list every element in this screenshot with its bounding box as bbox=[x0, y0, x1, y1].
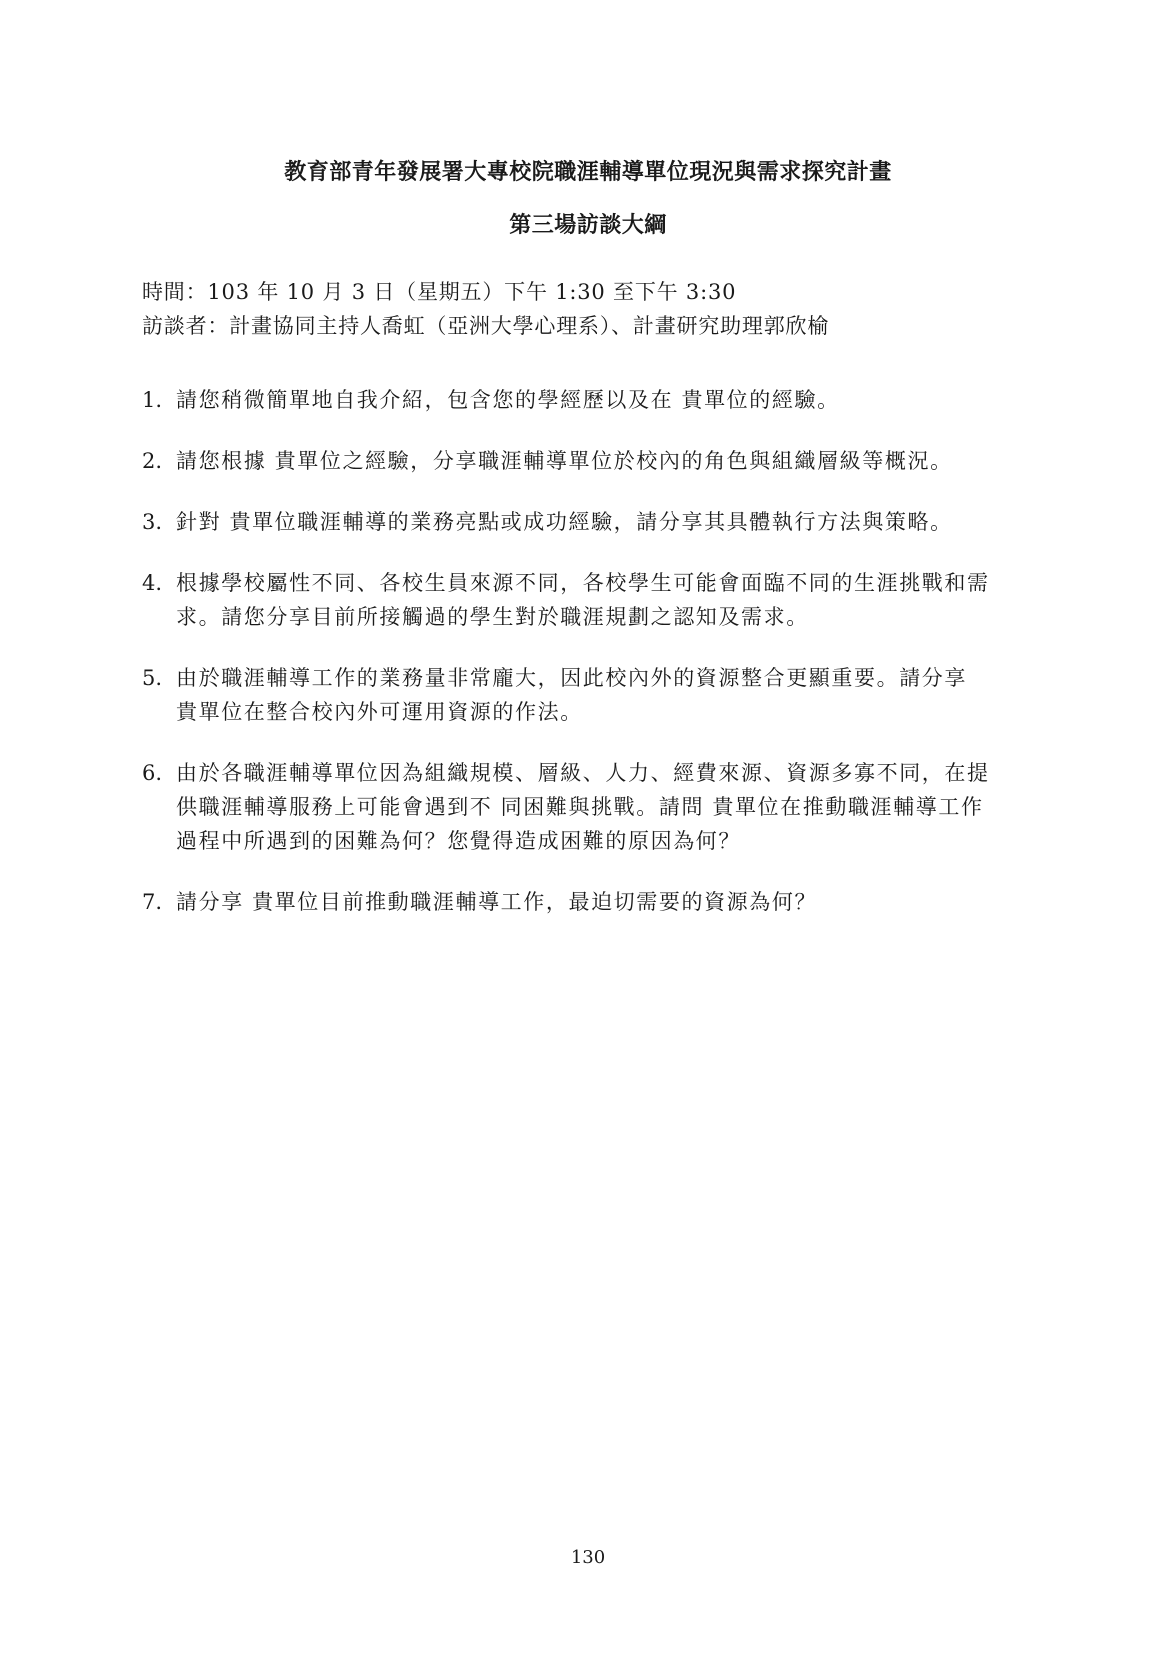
question-item-5 bbox=[142, 661, 1042, 729]
question-text: 請分享 貴單位目前推動職涯輔導工作，最迫切需要的資源為何？ bbox=[176, 890, 818, 914]
question-text: 針對 貴單位職涯輔導的業務亮點或成功經驗，請分享其具體執行方法與策略。 bbox=[176, 510, 953, 534]
interview-time: 時間：103 年 10 月 3 日（星期五）下午 1:30 至下午 3:30 bbox=[142, 280, 737, 304]
page-number: 130 bbox=[570, 1547, 606, 1568]
question-text: 求。請您分享目前所接觸過的學生對於職涯規劃之認知及需求。 bbox=[176, 605, 809, 629]
question-number: 1. bbox=[142, 388, 163, 412]
question-number: 5. bbox=[142, 666, 163, 690]
question-number: 7. bbox=[142, 890, 163, 914]
question-item-4 bbox=[142, 566, 1042, 634]
question-number: 6. bbox=[142, 761, 163, 785]
question-item-6 bbox=[142, 756, 1042, 858]
question-text: 請您根據 貴單位之經驗，分享職涯輔導單位於校內的角色與組織層級等概況。 bbox=[176, 449, 953, 473]
question-text: 由於各職涯輔導單位因為組織規模、層級、人力、經費來源、資源多寡不同，在提 bbox=[176, 761, 990, 785]
question-text: 根據學校屬性不同、各校生員來源不同，各校學生可能會面臨不同的生涯挑戰和需 bbox=[176, 571, 990, 595]
question-item-2 bbox=[142, 444, 1042, 478]
question-text: 貴單位在整合校內外可運用資源的作法。 bbox=[176, 700, 583, 724]
question-item-7 bbox=[142, 885, 1042, 919]
question-number: 2. bbox=[142, 449, 163, 473]
document-subtitle: 第三場訪談大綱 bbox=[509, 212, 667, 238]
document-title: 教育部青年發展署大專校院職涯輔導單位現況與需求探究計畫 bbox=[284, 159, 892, 185]
question-number: 3. bbox=[142, 510, 163, 534]
question-text: 請您稍微簡單地自我介紹，包含您的學經歷以及在 貴單位的經驗。 bbox=[176, 388, 840, 412]
question-text: 由於職涯輔導工作的業務量非常龐大，因此校內外的資源整合更顯重要。請分享 bbox=[176, 666, 967, 690]
question-text: 過程中所遇到的困難為何？您覺得造成困難的原因為何？ bbox=[176, 829, 741, 853]
question-item-1 bbox=[142, 383, 1042, 417]
question-list bbox=[142, 383, 1042, 946]
question-number: 4. bbox=[142, 571, 163, 595]
question-item-3 bbox=[142, 505, 1042, 539]
interviewer-line: 訪談者：計畫協同主持人喬虹（亞洲大學心理系）、計畫研究助理郭欣榆 bbox=[142, 314, 830, 338]
question-text: 供職涯輔導服務上可能會遇到不 同困難與挑戰。請問 貴單位在推動職涯輔導工作 bbox=[176, 795, 984, 819]
